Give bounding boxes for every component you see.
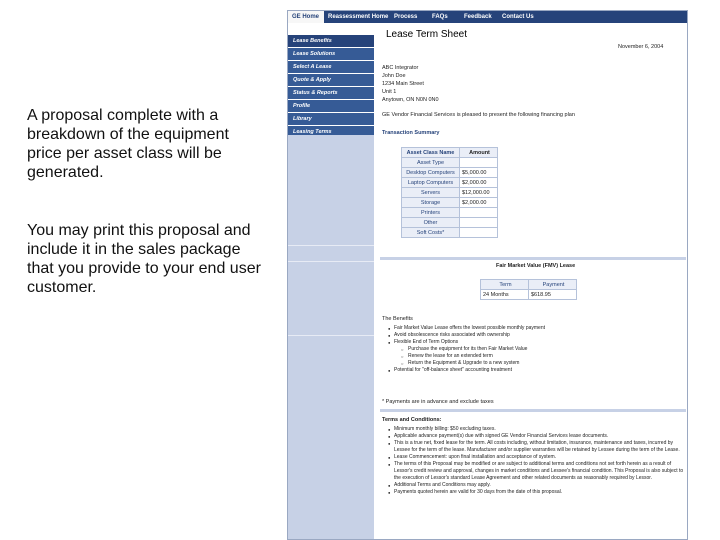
amount-cell: [460, 218, 498, 228]
table-header-row: [481, 280, 577, 290]
asset-class-cell: Asset Type: [402, 158, 460, 168]
table-row: [402, 228, 498, 238]
sidebar-item-status-reports[interactable]: Status & Reports: [288, 87, 374, 99]
nav-tab-feedback[interactable]: Feedback: [464, 14, 492, 20]
list-item: ● Lease Commencement: upon final installation and acceptance of system.: [388, 454, 684, 461]
list-item: ● Avoid obsolescence risks associated with ownership: [388, 332, 545, 339]
nav-tab-reassessment-home[interactable]: Reassessment Home: [328, 14, 389, 20]
customer-address: [382, 64, 439, 104]
top-navigation: [288, 11, 688, 23]
sidebar-item-library[interactable]: Library: [288, 113, 374, 125]
intro-text: GE Vendor Financial Services is pleased to present the following financing plan: [382, 112, 575, 118]
terms-list: [388, 426, 684, 496]
nav-tab-process[interactable]: Process: [394, 14, 418, 20]
sidebar-item-lease-solutions[interactable]: Lease Solutions: [288, 48, 374, 60]
asset-class-table: [401, 147, 498, 238]
table-row: [402, 198, 498, 208]
sidebar-item-lease-benefits[interactable]: Lease Benefits: [288, 35, 374, 47]
document-date: November 6, 2004: [618, 44, 664, 50]
table-row: [481, 290, 577, 300]
table-row: [402, 168, 498, 178]
amount-cell: [460, 228, 498, 238]
sub-list-item: ○ Renew the lease for an extended term: [388, 353, 545, 360]
page-title: Lease Term Sheet: [386, 29, 467, 40]
list-item: ● Additional Terms and Conditions may apply.: [388, 482, 684, 489]
address-line: Unit 1: [382, 89, 397, 95]
asset-class-cell: Soft Costs*: [402, 228, 460, 238]
section-divider: [380, 409, 686, 412]
nav-tab-contact-us[interactable]: Contact Us: [502, 14, 534, 20]
table-row: [402, 178, 498, 188]
column-header-asset-class: Asset Class Name: [402, 148, 460, 158]
amount-cell: [460, 208, 498, 218]
asset-class-cell: Laptop Computers: [402, 178, 460, 188]
address-line: ABC Integrator: [382, 65, 419, 71]
terms-heading: Terms and Conditions:: [382, 417, 442, 423]
nav-tab-faqs[interactable]: FAQs: [432, 14, 448, 20]
sub-list-item: ○ Return the Equipment & Upgrade to a new system: [388, 360, 545, 367]
benefits-heading: The Benefits: [382, 316, 413, 322]
proposal-screenshot: [287, 10, 688, 540]
amount-cell: $12,000.00: [460, 188, 498, 198]
table-row: [402, 188, 498, 198]
list-item: ● Potential for "off-balance sheet" accounting treatment: [388, 367, 545, 374]
amount-cell: $2,000.00: [460, 198, 498, 208]
asset-class-cell: Servers: [402, 188, 460, 198]
address-line: 1234 Main Street: [382, 81, 424, 87]
asset-class-cell: Desktop Computers: [402, 168, 460, 178]
table-row: [402, 208, 498, 218]
nav-tab-ge-home[interactable]: GE Home: [288, 11, 324, 23]
sidebar-item-profile[interactable]: Profile: [288, 100, 374, 112]
fmv-lease-table: [480, 279, 577, 300]
benefits-list: [388, 325, 545, 374]
list-item: ● Applicable advance payment(s) due with signed GE Vendor Financial Services lease documents.: [388, 433, 684, 440]
table-header-row: [402, 148, 498, 158]
asset-class-cell: Other: [402, 218, 460, 228]
address-line: John Doe: [382, 73, 406, 79]
column-header-payment: Payment: [529, 280, 577, 290]
sidebar-background: [288, 135, 374, 540]
transaction-summary-heading: Transaction Summary: [382, 130, 440, 136]
sub-list-item: ○ Purchase the equipment for its then Fair Market Value: [388, 346, 545, 353]
column-header-term: Term: [481, 280, 529, 290]
list-item: ● The terms of this Proposal may be modified or are subject to additional terms and conditions not set forth herein as a result of Lessor's credit review and approval, changes in market conditions and Lessee's financial condition. This Proposal is also subject to the execution of Lessor's standard Lease Agreement and other related documents as reasonably required by Lessor.: [388, 461, 684, 482]
asset-class-cell: Storage: [402, 198, 460, 208]
column-header-amount: Amount: [460, 148, 498, 158]
table-row: [402, 158, 498, 168]
sidebar-item-select-a-lease[interactable]: Select A Lease: [288, 61, 374, 73]
list-item: ● Flexible End of Term Options: [388, 339, 545, 346]
list-item: ● Payments quoted herein are valid for 30 days from the date of this proposal.: [388, 489, 684, 496]
amount-cell: $2,000.00: [460, 178, 498, 188]
list-item: ● Minimum monthly billing: $50 excluding taxes.: [388, 426, 684, 433]
payments-note: * Payments are in advance and exclude taxes: [382, 399, 494, 405]
sidebar-item-leasing-terms[interactable]: Leasing Terms: [288, 126, 374, 138]
list-item: ● Fair Market Value Lease offers the lowest possible monthly payment: [388, 325, 545, 332]
amount-cell: $5,000.00: [460, 168, 498, 178]
term-cell: 24 Months: [481, 290, 529, 300]
list-item: ● This is a true net, fixed lease for the term. All costs including, without limitation, insurance, maintenance and taxes, incurred by Lessee for the term of the lease. Manufacturer and/or supplier warranties will be retained by Lessee during the term of the Lease.: [388, 440, 684, 454]
slide-caption-proposal: A proposal complete with a breakdown of the equipment price per asset class will be generated.: [27, 107, 229, 181]
table-row: [402, 218, 498, 228]
sidebar-item-quote-apply[interactable]: Quote & Apply: [288, 74, 374, 86]
address-line: Anytown, ON N0N 0N0: [382, 97, 439, 103]
slide-caption-print: You may print this proposal and include it in the sales package that you provide to your end user customer.: [27, 222, 261, 296]
fmv-lease-heading: Fair Market Value (FMV) Lease: [496, 263, 576, 269]
side-navigation: [288, 35, 374, 139]
amount-cell: [460, 158, 498, 168]
section-divider: [380, 257, 686, 260]
payment-cell: $618.95: [529, 290, 577, 300]
asset-class-cell: Printers: [402, 208, 460, 218]
